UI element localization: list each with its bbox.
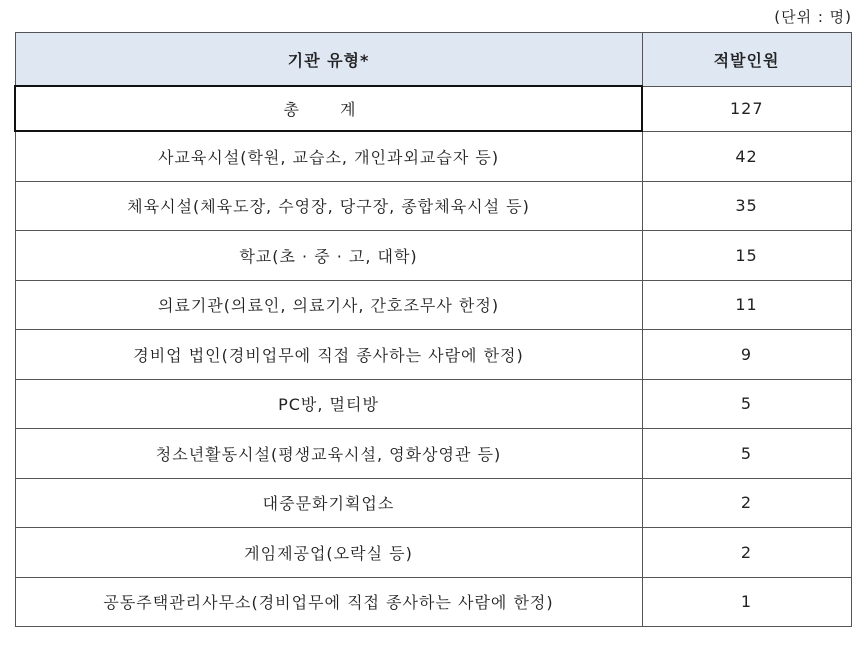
table-row [15, 528, 851, 578]
institution-type-cell: 의료기관(의료인, 의료기사, 간호조무사 한정) [15, 280, 642, 330]
total-value: 127 [642, 86, 851, 131]
count-cell: 2 [642, 478, 851, 528]
table-row [15, 330, 851, 380]
header-violation-count: 적발인원 [642, 33, 851, 87]
count-cell: 9 [642, 330, 851, 380]
unit-note: (단위 : 명) [774, 8, 852, 26]
total-row [15, 86, 851, 131]
institution-type-cell: 경비업 법인(경비업무에 직접 종사하는 사람에 한정) [15, 330, 642, 380]
table-row [15, 379, 851, 429]
institution-type-cell: 게임제공업(오락실 등) [15, 528, 642, 578]
violations-table [14, 32, 852, 627]
count-cell: 2 [642, 528, 851, 578]
count-cell: 5 [642, 379, 851, 429]
institution-type-cell: 체육시설(체육도장, 수영장, 당구장, 종합체육시설 등) [15, 181, 642, 231]
count-cell: 15 [642, 231, 851, 281]
table-header-row [15, 33, 851, 87]
institution-type-cell: 청소년활동시설(평생교육시설, 영화상영관 등) [15, 429, 642, 479]
table-row [15, 231, 851, 281]
table-row [15, 131, 851, 181]
total-label: 총 계 [15, 86, 642, 131]
header-institution-type: 기관 유형* [15, 33, 642, 87]
count-cell: 42 [642, 131, 851, 181]
institution-type-cell: 공동주택관리사무소(경비업무에 직접 종사하는 사람에 한정) [15, 577, 642, 627]
count-cell: 5 [642, 429, 851, 479]
table-row [15, 280, 851, 330]
institution-type-cell: 사교육시설(학원, 교습소, 개인과외교습자 등) [15, 131, 642, 181]
institution-type-cell: 대중문화기획업소 [15, 478, 642, 528]
table-row [15, 577, 851, 627]
table-row [15, 181, 851, 231]
count-cell: 1 [642, 577, 851, 627]
table-row [15, 429, 851, 479]
institution-type-cell: 학교(초 · 중 · 고, 대학) [15, 231, 642, 281]
table-row [15, 478, 851, 528]
institution-type-cell: PC방, 멀티방 [15, 379, 642, 429]
count-cell: 35 [642, 181, 851, 231]
count-cell: 11 [642, 280, 851, 330]
